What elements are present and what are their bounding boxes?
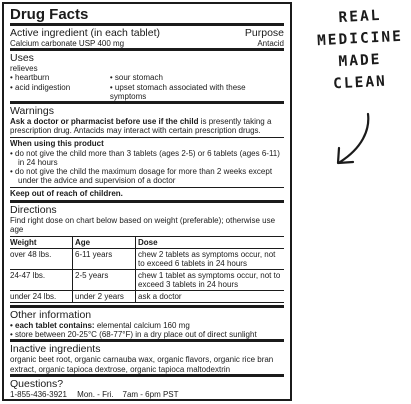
warning-bullet: • do not give the child the maximum dosage for more than 2 weeks except under the advice and supervision of a doctor — [10, 167, 273, 186]
directions-intro: Find right dose on chart below based on weight (preferable); otherwise use age — [10, 215, 276, 234]
warning-bullet: • do not give the child more than 3 tablets (ages 2-5) or 6 tablets (ages 6-11) in 24 hours — [10, 148, 280, 167]
directions-heading: Directions — [10, 203, 57, 216]
inactive-ingredients-heading: Inactive ingredients — [10, 343, 101, 356]
table-cell: 24-47 lbs. — [10, 270, 73, 291]
slogan-line: MADE — [338, 51, 382, 71]
office-hours: Mon. - Fri. 7am - 6pm PST — [77, 389, 179, 399]
uses-section — [10, 48, 284, 101]
table-header: Dose — [136, 237, 285, 249]
uses-heading: Uses — [10, 52, 34, 65]
slogan-line: REAL — [338, 7, 382, 27]
questions-heading: Questions? — [10, 377, 64, 390]
drug-facts-title: Drug Facts — [10, 6, 89, 23]
table-cell: chew 2 tablets as symptoms occur, not to exceed 6 tablets in 24 hours — [136, 249, 285, 270]
uses-item: • sour stomach — [109, 73, 163, 83]
table-row — [10, 249, 284, 270]
table-cell: under 24 lbs. — [10, 291, 73, 303]
active-ingredient-value: Calcium carbonate USP 400 mg — [10, 39, 125, 48]
when-using-block — [10, 137, 284, 185]
other-information-section — [10, 305, 284, 339]
phone-number: 1-855-436-3921 — [10, 389, 67, 399]
table-header: Age — [73, 237, 136, 249]
when-using-heading: When using this product — [10, 139, 104, 149]
table-row — [10, 291, 284, 303]
active-ingredient-heading: Active ingredient (in each tablet) — [10, 27, 160, 39]
directions-section — [10, 200, 284, 303]
keep-out-of-reach: Keep out of reach of children. — [10, 187, 284, 199]
other-bullet: • store between 20-25°C (68-77°F) in a dry place out of direct sunlight — [10, 330, 257, 340]
table-header: Weight — [10, 237, 73, 249]
uses-item: • acid indigestion — [10, 82, 71, 92]
uses-item: • upset stomach associated with these symptoms — [109, 82, 246, 101]
table-cell: 6-11 years — [73, 249, 136, 270]
purpose-heading: Purpose — [244, 27, 284, 39]
table-header-row — [10, 237, 284, 249]
other-information-heading: Other information — [10, 309, 92, 322]
inactive-ingredients-section — [10, 339, 284, 373]
warnings-heading: Warnings — [10, 105, 54, 118]
table-cell: 2-5 years — [73, 270, 136, 291]
hand-drawn-arrow-icon — [330, 110, 380, 170]
uses-item: • heartburn — [10, 73, 50, 83]
table-cell: over 48 lbs. — [10, 249, 73, 270]
table-cell: chew 1 tablet as symptoms occur, not to exceed 3 tablets in 24 hours — [136, 270, 285, 291]
table-row — [10, 270, 284, 291]
warnings-ask-doctor: Ask a doctor or pharmacist before use if the child is presently taking a prescription drug. Antacids may interact with certain prescription drugs. — [10, 117, 272, 136]
dosage-table — [10, 236, 284, 303]
table-cell: ask a doctor — [136, 291, 285, 303]
slogan-line: CLEAN — [332, 73, 388, 93]
uses-relieves: relieves — [10, 64, 38, 74]
inactive-ingredients-text: organic beet root, organic carnauba wax, organic flavors, organic rice bran extract, organic tapioca dextrose, organic tapioca maltodextrin — [10, 355, 274, 374]
questions-contact — [10, 390, 284, 399]
purpose-value: Antacid — [257, 39, 284, 48]
warnings-section — [10, 101, 284, 200]
questions-section — [10, 374, 284, 399]
slogan — [312, 6, 408, 94]
table-cell: under 2 years — [73, 291, 136, 303]
drug-facts-panel — [2, 2, 292, 401]
active-ingredient-section — [10, 23, 284, 48]
other-bullet: • each tablet contains: elemental calcium 160 mg — [10, 321, 190, 331]
slogan-line: MEDICINE — [316, 28, 404, 50]
